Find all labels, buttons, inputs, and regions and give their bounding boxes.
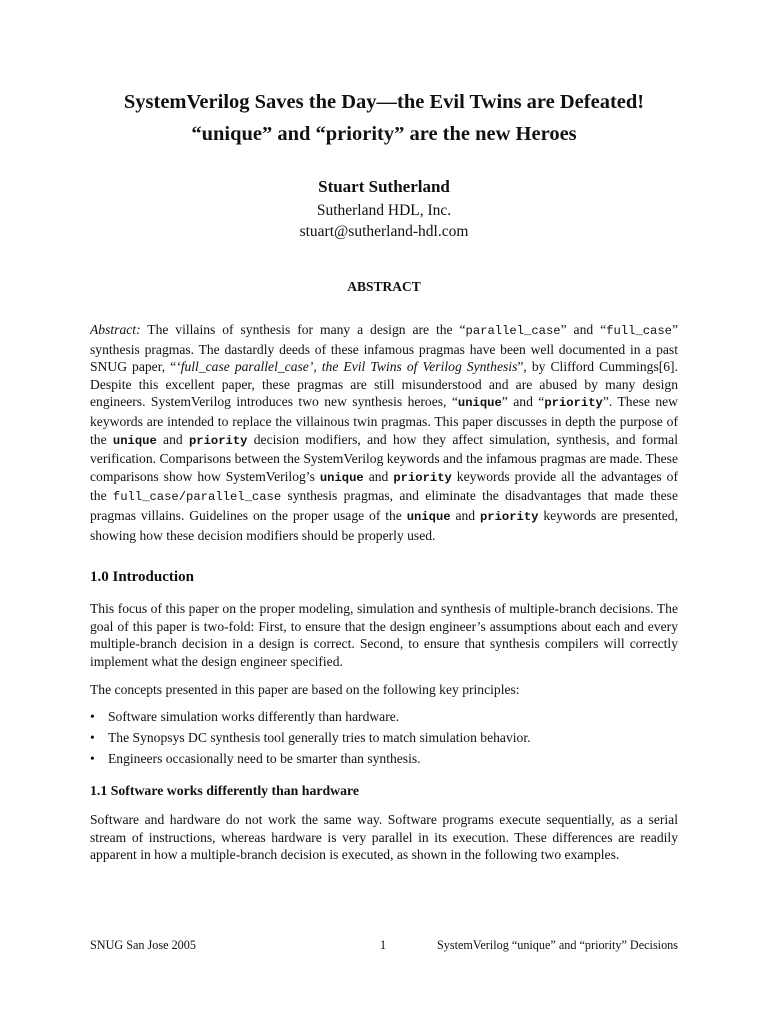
list-item: • Software simulation works differently than hardware.: [90, 706, 678, 727]
subsection-heading-software-hardware: 1.1 Software works differently than hardware: [90, 783, 360, 798]
subsection-paragraph-1: Software and hardware do not work the same way. Software programs execute sequentially, as a serial stream of instructions, whereas hardware is very parallel in its execution. These differences are readily apparent in how a multiple-branch decision is executed, as shown in the following two examples.: [90, 812, 678, 863]
keyword-unique: unique: [406, 509, 451, 524]
keyword-full-parallel-case: full_case/parallel_case: [112, 490, 282, 505]
keyword-parallel-case: parallel_case: [465, 324, 561, 338]
keyword-unique: unique: [112, 433, 157, 448]
keyword-unique: unique: [457, 396, 502, 411]
author-name: Stuart Sutherland: [318, 177, 450, 196]
keyword-full-case: full_case: [606, 324, 672, 338]
list-item: • The Synopsys DC synthesis tool generally tries to match simulation behavior.: [90, 727, 678, 748]
author-email: stuart@sutherland-hdl.com: [299, 223, 469, 240]
keyword-priority: priority: [188, 433, 248, 448]
footer-conference: SNUG San Jose 2005: [90, 938, 196, 952]
keyword-priority: priority: [393, 470, 452, 485]
intro-paragraph-1: This focus of this paper on the proper modeling, simulation and synthesis of multiple-branch decisions. The goal of this paper is two-fold: First, to ensure that the design engineer’s assumptions about each and every multiple-branch decision in a design is correct. Second, to ensure that synthesis compilers will correctly implement what the design engineer specified.: [90, 601, 678, 669]
paper-title-line-1: SystemVerilog Saves the Day—the Evil Twins are Defeated!: [123, 91, 645, 113]
abstract-heading: ABSTRACT: [347, 279, 421, 294]
section-heading-introduction: 1.0 Introduction: [90, 569, 194, 585]
author-affiliation: Sutherland HDL, Inc.: [316, 202, 452, 219]
paper-title-line-2: “unique” and “priority” are the new Heroes: [191, 123, 577, 145]
key-principles-list: [90, 706, 678, 769]
footer-running-title: SystemVerilog “unique” and “priority” Decisions: [437, 938, 678, 952]
abstract-label: Abstract:: [90, 322, 141, 337]
keyword-priority: priority: [479, 509, 539, 524]
keyword-unique: unique: [319, 470, 364, 485]
abstract-paragraph: Abstract: The villains of synthesis for many a design are the “parallel_case” and “full_case” synthesis pragmas. The dastardly deeds of these infamous pragmas have been well documented in a past SNUG paper, “‘full_case parallel_case’, the Evil Twins of Verilog Synthesis”, by Clifford Cummings[6]. Despite this excellent paper, these pragmas are still misunderstood and are abused by many design engineers. SystemVerilog introduces two new synthesis heroes, “unique” and “priority”. These new keywords are intended to replace the villainous twin pragmas. This paper discusses in depth the purpose of the unique and priority decision modifiers, and how they affect simulation, synthesis, and formal verification. Comparisons between the SystemVerilog keywords and the infamous pragmas are made. These comparisons show how SystemVerilog’s unique and priority keywords provide all the advantages of the full_case/parallel_case synthesis pragmas, and eliminate the disadvantages that made these pragmas villains. Guidelines on the proper usage of the unique and priority keywords are presented, showing how these decision modifiers should be properly used.: [90, 322, 679, 543]
footer-page-number: 1: [380, 938, 387, 952]
keyword-priority: priority: [544, 396, 603, 411]
cited-paper-title: ‘full_case parallel_case’, the Evil Twins of Verilog Synthesis: [176, 359, 518, 375]
list-item: • Engineers occasionally need to be smarter than synthesis.: [90, 748, 678, 769]
intro-paragraph-2: The concepts presented in this paper are based on the following key principles:: [90, 682, 520, 697]
